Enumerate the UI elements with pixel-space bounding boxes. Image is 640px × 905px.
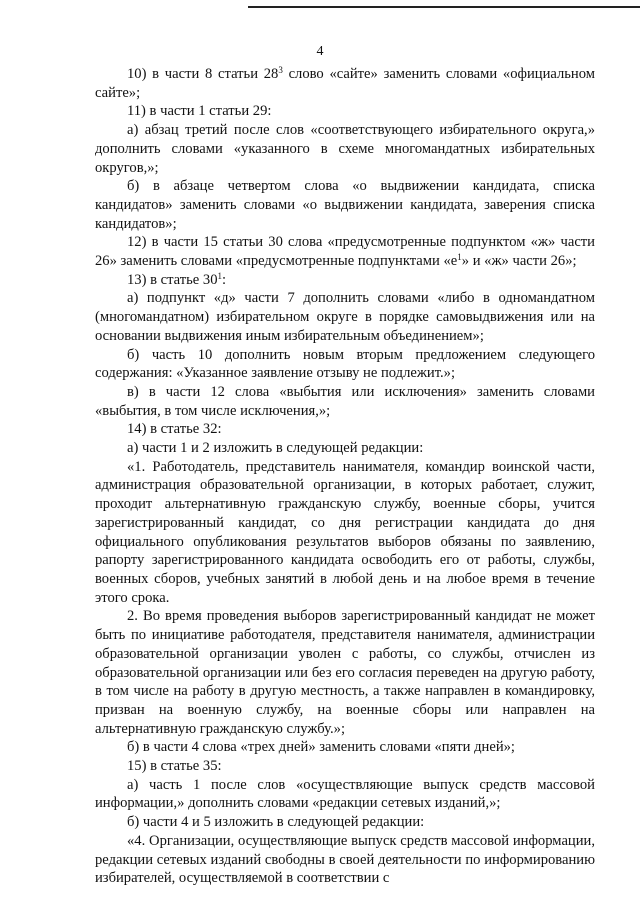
paragraph-text: 13) в статье 30 — [127, 271, 218, 288]
paragraph-text: а) часть 1 после слов «осуществляющие выпуск средств массовой информации,» дополнить словами «редакции сетевых изданий,»; — [95, 776, 595, 812]
paragraph-text: б) часть 10 дополнить новым вторым предложением следующего содержания: «Указанное заявление отзыву не подлежит.»; — [95, 346, 595, 382]
paragraph-p09 — [95, 383, 595, 420]
paragraph-text: 2. Во время проведения выборов зарегистрированный кандидат не может быть по инициативе работодателя, представителя нанимателя, администрации образовательной организации уволен с работы, со службы, отчислен из образовательной организации или без его согласия переведен на другую работу, в том числе на работу в другую местность, а также направлен в командировку, призван на военную службу, на военные сборы или направлен на альтернативную гражданскую службу.»; — [95, 608, 595, 737]
paragraph-text: «1. Работодатель, представитель нанимателя, командир воинской части, администрация образовательной организации, в которых работает, служит, проходит альтернативную гражданскую службу, военные сборы, учится зарегистрированный кандидат, со дня регистрации кандидата до дня официального опубликования результатов выборов обязаны по заявлению, рапорту зарегистрированного кандидата освободить его от работы, службы, военных сборов, учебных занятий в любой день и на любое время в течение этого срока. — [95, 458, 595, 606]
paragraph-p06 — [95, 271, 595, 290]
page-number: 4 — [316, 44, 324, 59]
superscript: 1 — [217, 270, 223, 281]
paragraph-p05 — [95, 233, 595, 270]
paragraph-p03 — [95, 121, 595, 177]
paragraph-text: 14) в статье 32: — [127, 421, 222, 438]
paragraph-p11 — [95, 439, 595, 458]
paragraph-text: 12) в части 15 статьи 30 слова «предусмотренные подпунктом «ж» части 26» заменить словами «предусмотренные подпунктами «е — [95, 234, 595, 270]
paragraph-text: 11) в части 1 статьи 29: — [127, 103, 272, 120]
paragraph-p18 — [95, 832, 595, 888]
top-rule — [248, 6, 640, 8]
paragraph-text: 10) в части 8 статьи 28 — [127, 66, 279, 82]
document-body — [95, 65, 595, 888]
paragraph-p01 — [95, 65, 595, 102]
paragraph-p02 — [95, 102, 595, 121]
paragraph-p07 — [95, 289, 595, 345]
paragraph-text: а) части 1 и 2 изложить в следующей редакции: — [127, 440, 424, 457]
paragraph-p13 — [95, 607, 595, 738]
paragraph-text-continued: слово «сайте» заменить словами «официальном сайте»; — [95, 66, 595, 101]
paragraph-text: «4. Организации, осуществляющие выпуск средств массовой информации, редакции сетевых изданий свободны в своей деятельности по информированию избирателей, осуществляемой в соответствии с — [95, 832, 595, 887]
paragraph-text: а) подпункт «д» части 7 дополнить словами «либо в одномандатном (многомандатном) избирательном округе в порядке самовыдвижения или на основании выдвижения иным избирательным объединением»; — [95, 290, 595, 344]
paragraph-text: б) в части 4 слова «трех дней» заменить словами «пяти дней»; — [127, 739, 515, 756]
paragraph-text: б) в абзаце четвертом слова «о выдвижении кандидата, списка кандидатов» заменить словами «о выдвижении кандидата, заверения списка кандидатов»; — [95, 178, 595, 232]
paragraph-p17 — [95, 813, 595, 832]
paragraph-text-continued: : — [222, 271, 227, 288]
superscript: 3 — [278, 65, 283, 75]
paragraph-text: в) в части 12 слова «выбытия или исключения» заменить словами «выбытия, в том числе исключения,»; — [95, 383, 595, 419]
paragraph-p10 — [95, 420, 595, 439]
paragraph-p14 — [95, 738, 595, 757]
paragraph-text-continued: » и «ж» части 26»; — [461, 253, 577, 270]
paragraph-p16 — [95, 776, 595, 813]
paragraph-p04 — [95, 177, 595, 233]
paragraph-text: б) части 4 и 5 изложить в следующей редакции: — [127, 814, 425, 831]
paragraph-text: а) абзац третий после слов «соответствующего избирательного округа,» дополнить словами «указанного в схеме многомандатных избирательных округов,»; — [95, 122, 595, 176]
paragraph-p12 — [95, 458, 595, 608]
paragraph-text: 15) в статье 35: — [127, 758, 222, 775]
superscript: 1 — [457, 252, 462, 263]
paragraph-p08 — [95, 346, 595, 383]
paragraph-p15 — [95, 757, 595, 776]
